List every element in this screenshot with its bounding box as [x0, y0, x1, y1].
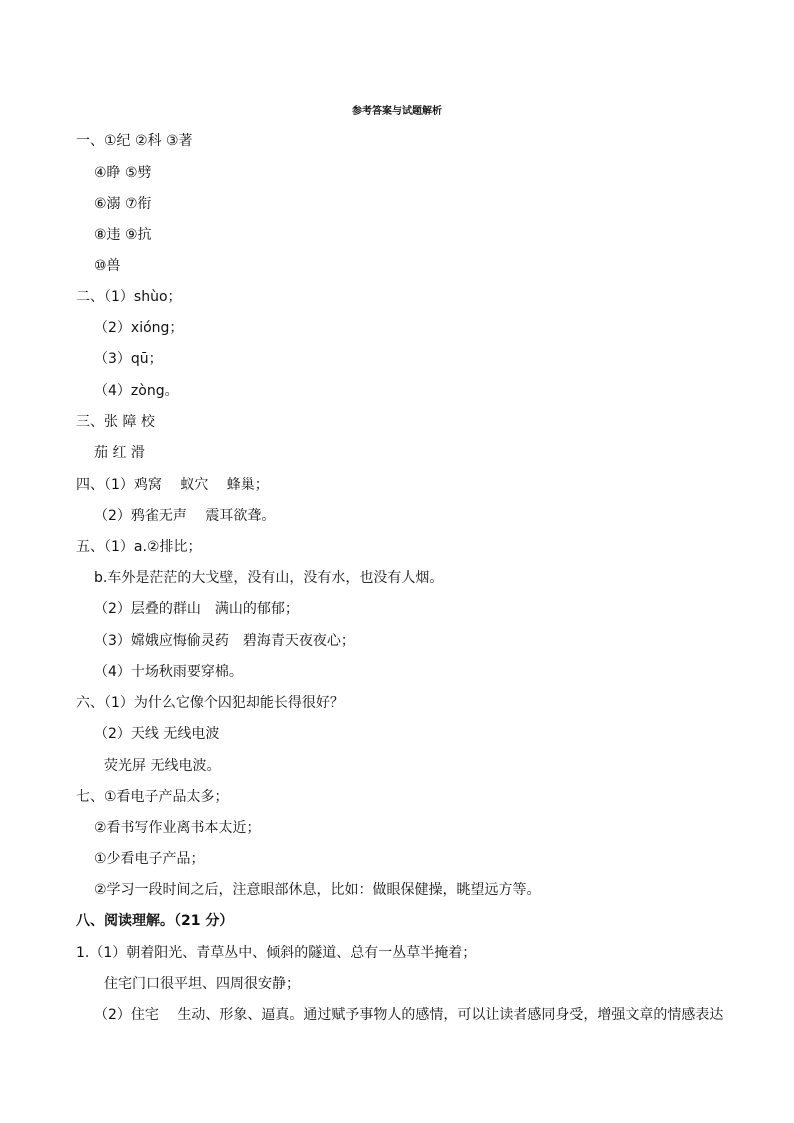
answer-line-6-cont-1: （2）天线 无线电波 — [94, 726, 220, 742]
answer-line-1: 一、①纪 ②科 ③著 — [76, 133, 193, 149]
answer-line-5: 五、（1）a.②排比； — [76, 539, 202, 555]
answer-line-8-1: 1.（1）朝着阳光、青草丛中、倾斜的隧道、总有一丛草半掩着； — [76, 945, 477, 961]
answer-line-8-2: （2）住宅 生动、形象、逼真。通过赋予事物人的感情，可以让读者感同身受，增强文章的情感表达 — [94, 1007, 724, 1023]
answer-line-7: 七、①看电子产品太多； — [76, 789, 229, 805]
answer-line-2-cont-1: （2）xióng； — [94, 320, 184, 336]
answer-line-6: 六、（1）为什么它像个囚犯却能长得很好？ — [76, 695, 344, 711]
answer-line-7-cont-2: ①少看电子产品； — [94, 851, 205, 867]
answer-line-5-cont-2: （2）层叠的群山 满山的郁郁； — [94, 601, 299, 617]
answer-line-1-cont-2: ⑥溺 ⑦衔 — [94, 196, 152, 212]
answer-line-4: 四、（1）鸡窝 蚁穴 蜂巢； — [76, 477, 269, 493]
answer-line-5-cont-4: （4）十场秋雨要穿棉。 — [94, 664, 243, 680]
answer-line-2: 二、（1）shùo； — [76, 289, 182, 305]
answer-line-2-cont-2: （3）qū； — [94, 351, 163, 367]
answer-line-7-cont-1: ②看书写作业离书本太近； — [94, 820, 261, 836]
answer-line-3: 三、张 障 校 — [76, 414, 155, 430]
answer-line-2-cont-3: （4）zòng。 — [94, 383, 179, 399]
page-title: 参考答案与试题解析 — [352, 106, 442, 117]
answer-line-4-cont-1: （2）鸦雀无声 震耳欲聋。 — [94, 508, 276, 524]
answer-line-6-cont-2: 荧光屏 无线电波。 — [104, 758, 221, 774]
answer-line-1-cont-4: ⑩兽 — [94, 258, 121, 274]
section-heading-8: 八、阅读理解。（21 分） — [76, 913, 234, 929]
answer-line-5-cont-1: b.车外是茫茫的大戈壁，没有山，没有水，也没有人烟。 — [94, 570, 444, 586]
answer-line-7-cont-3: ②学习一段时间之后，注意眼部休息，比如：做眼保健操，眺望远方等。 — [94, 882, 541, 898]
answer-line-8-1-cont: 住宅门口很平坦、四周很安静； — [104, 976, 300, 992]
answer-line-1-cont-1: ④睁 ⑤劈 — [94, 165, 152, 181]
answer-line-5-cont-3: （3）嫦娥应悔偷灵药 碧海青天夜夜心； — [94, 633, 355, 649]
answer-line-3-cont-1: 茄 红 滑 — [94, 445, 145, 461]
answer-line-1-cont-3: ⑧违 ⑨抗 — [94, 227, 152, 243]
